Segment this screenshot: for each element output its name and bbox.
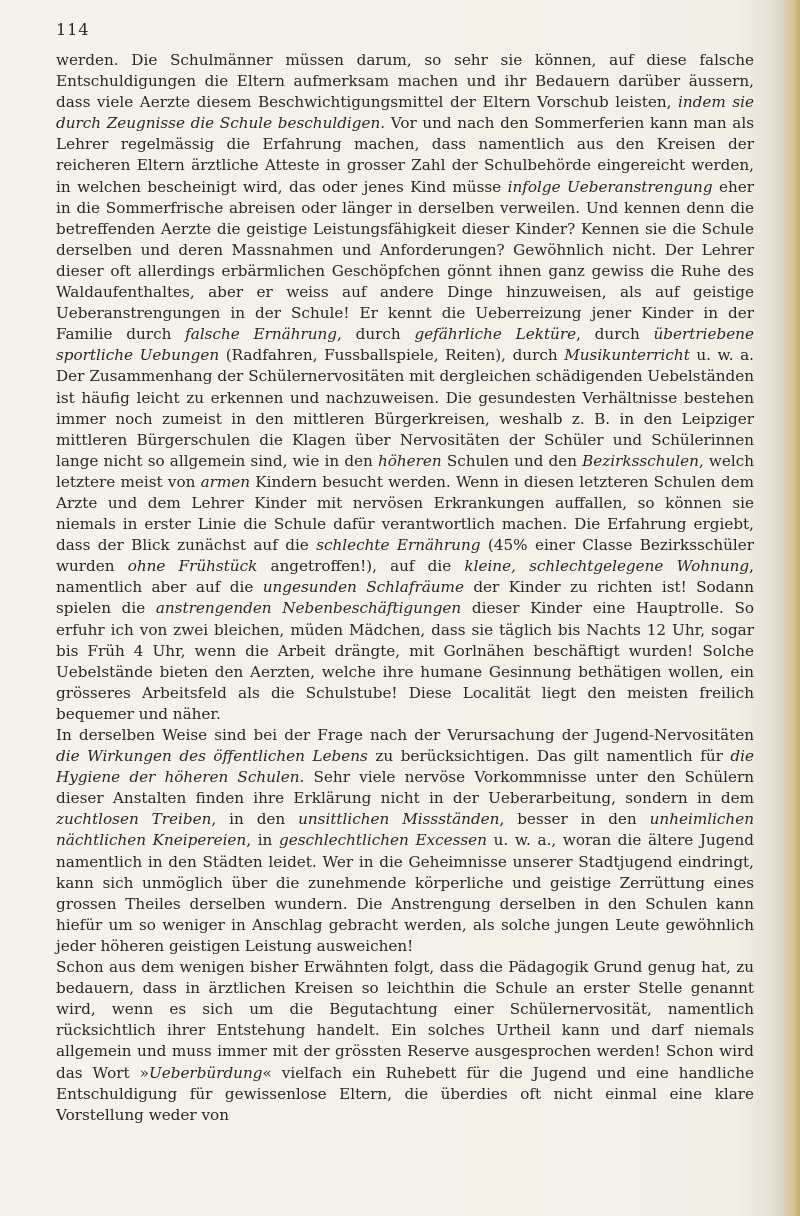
page-number: 114 [56, 20, 90, 39]
text-run: « vielfach ein Ruhebett für die Jugend und eine handliche Entschuldigung für gewissenlose Eltern, die überdies oft nicht einmal eine klare Vorstellung weder von [56, 1063, 754, 1124]
text-run: , durch [576, 325, 654, 344]
text-run: der Kinder zu richten ist! Sodann spielen die [56, 578, 754, 618]
text-run: (Radfahren, Fussballspiele, Reiten), durch [219, 346, 565, 365]
text-run: angetroffen!), auf die [257, 557, 465, 576]
text-run: , namentlich aber auf die [56, 557, 754, 597]
text-run: Sehr viele nervöse Vorkommnisse unter den Schülern dieser Anstalten finden ihre Erklärung nicht in der Ueberarbeitung, sondern in dem [56, 768, 754, 808]
text-run: , besser in den [499, 810, 650, 829]
emphasis-text: infolge Ueberanstrengung [507, 177, 713, 196]
emphasis-text: die Wirkungen des öffentlichen Lebens [56, 747, 368, 766]
emphasis-text: ungesunden Schlafräume [262, 578, 464, 597]
emphasis-text: indem sie durch Zeugnisse die Schule beschuldigen. [56, 93, 755, 133]
emphasis-text: kleine, schlechtgelegene Wohnung [464, 557, 750, 576]
emphasis-text: Ueberbürdung [148, 1063, 263, 1082]
text-run: , in den [211, 810, 299, 829]
emphasis-text: gefährliche Lektüre [414, 325, 577, 344]
emphasis-text: anstrengenden Nebenbeschäftigungen [155, 599, 462, 618]
emphasis-text: ohne Frühstück [127, 557, 258, 576]
emphasis-text: die Hygiene der höheren Schulen. [56, 747, 754, 787]
emphasis-text: höheren [377, 451, 442, 470]
emphasis-text: unheimlichen nächtlichen Kneipereien [56, 810, 754, 850]
text-run: Kindern besucht werden. Wenn in diesen letzteren Schulen dem Arzte und dem Lehrer Kinder mit nervösen Erkrankungen auffallen, so können sie niemals in erster Linie die Schule dafür verantwortlich machen. Die Erfahrung ergiebt, dass der Blick zunächst auf die [56, 472, 754, 555]
text-run: Vor und nach den Sommerferien kann man als Lehrer regelmässig die Erfahrung machen, dass namentlich aus den Kreisen der reicheren Eltern ärztliche Atteste in grosser Zahl der Schulbehörde eingereicht werden, in welchen bescheinigt wird, das oder jenes Kind müsse [56, 114, 754, 196]
text-run: eher in die Sommerfrische abreisen oder länger in derselben verweilen. Und kennen denn die betreffenden Aerzte die geistige Leistungsfähigkeit dieser Kinder? Kennen sie die Schule derselben und deren Massnahmen und Anforderungen? Gewöhnlich nicht. Der Lehrer dieser oft allerdings erbärmlichen Geschöpfchen gönnt ihnen ganz gewiss die Ruhe des Waldaufenthaltes, aber er weiss auf andere Dinge hinzuweisen, als auf geistige Ueberanstrengungen in der Schule! Er kennt die Ueberreizung jener Kinder in der Familie durch [56, 177, 754, 344]
emphasis-text: schlechte Ernährung [316, 536, 481, 555]
text-run: In derselben Weise sind bei der Frage nach der Verursachung der Jugend-Nervositäten [56, 726, 754, 744]
text-run: (45% einer Classe Bezirksschüler wurden [56, 536, 754, 576]
emphasis-text: unsittlichen Missständen [298, 810, 500, 829]
text-run: , durch [337, 325, 415, 344]
body-text [56, 50, 754, 1126]
text-run: , welch letztere meist von [56, 451, 754, 491]
text-run: zu berücksichtigen. Das gilt namentlich für [367, 747, 731, 766]
page-edge-shading [782, 0, 800, 1216]
paragraph-3 [56, 957, 754, 1126]
emphasis-text: übertriebene sportliche Uebungen [56, 325, 754, 365]
text-run: , in [246, 831, 279, 850]
emphasis-text: falsche Ernährung [185, 325, 338, 344]
emphasis-text: Musikunterricht [564, 346, 690, 365]
text-run: Schulen und den [441, 451, 583, 470]
text-run: u. w. a. Der Zusammenhang der Schülernervositäten mit dergleichen schädigenden Uebelständen ist häufig leicht zu erkennen und nachzuweisen. Die gesundesten Verhältnisse bestehen immer noch zumeist in den mittleren Bürgerkreisen, weshalb z. B. in den Leipziger mittleren Bürgerschulen die Klagen über Nervositäten der Schüler und Schülerinnen lange nicht so allgemein sind, wie in den [56, 346, 755, 470]
emphasis-text: Bezirksschulen [582, 451, 699, 470]
emphasis-text: geschlechtlichen Excessen [279, 831, 487, 850]
text-run: werden. Die Schulmänner müssen darum, so sehr sie können, auf diese falsche Entschuldigungen die Eltern aufmerksam machen und ihr Bedauern darüber äussern, dass viele Aerzte diesem Beschwichtigungsmittel der Eltern Vorschub leisten, [56, 51, 754, 112]
paragraph-1 [56, 50, 754, 725]
paragraph-2 [56, 725, 754, 957]
text-run: Schon aus dem wenigen bisher Erwähnten folgt, dass die Pädagogik Grund genug hat, zu bedauern, dass in ärztlichen Kreisen so leichthin die Schule an erster Stelle genannt wird, wenn es sich um die Begutachtung einer Schülernervosität, namentlich rücksichtlich ihrer Entstehung handelt. Ein solches Urtheil kann und darf niemals allgemein und muss immer mit der grössten Reserve ausgesprochen werden! Schon wird das Wort » [56, 958, 754, 1082]
text-run: dieser Kinder eine Hauptrolle. So erfuhr ich von zwei bleichen, müden Mädchen, dass sie täglich bis Nachts 12 Uhr, sogar bis Früh 4 Uhr, wenn die Arbeit drängte, mit Gorlnähen beschäftigt wurden! Solche Uebelstände bieten den Aerzten, welche ihre humane Gesinnung bethätigen wollen, ein grösseres Arbeitsfeld als die Schulstube! Diese Localität liegt den meisten freilich bequemer und näher. [56, 599, 754, 723]
emphasis-text: zuchtlosen Treiben [56, 810, 212, 829]
emphasis-text: armen [200, 472, 251, 491]
text-run: u. w. a., woran die ältere Jugend namentlich in den Städten leidet. Wer in die Geheimnisse unserer Stadtjugend eindringt, kann sich unmöglich über die zunehmende körperliche und geistige Zerrüttung eines grossen Theiles derselben wundern. Die Anstrengung derselben in den Schulen kann hiefür um so weniger in Anschlag gebracht werden, als solche jungen Leute gewöhnlich jeder höheren geistigen Leistung ausweichen! [56, 831, 754, 955]
